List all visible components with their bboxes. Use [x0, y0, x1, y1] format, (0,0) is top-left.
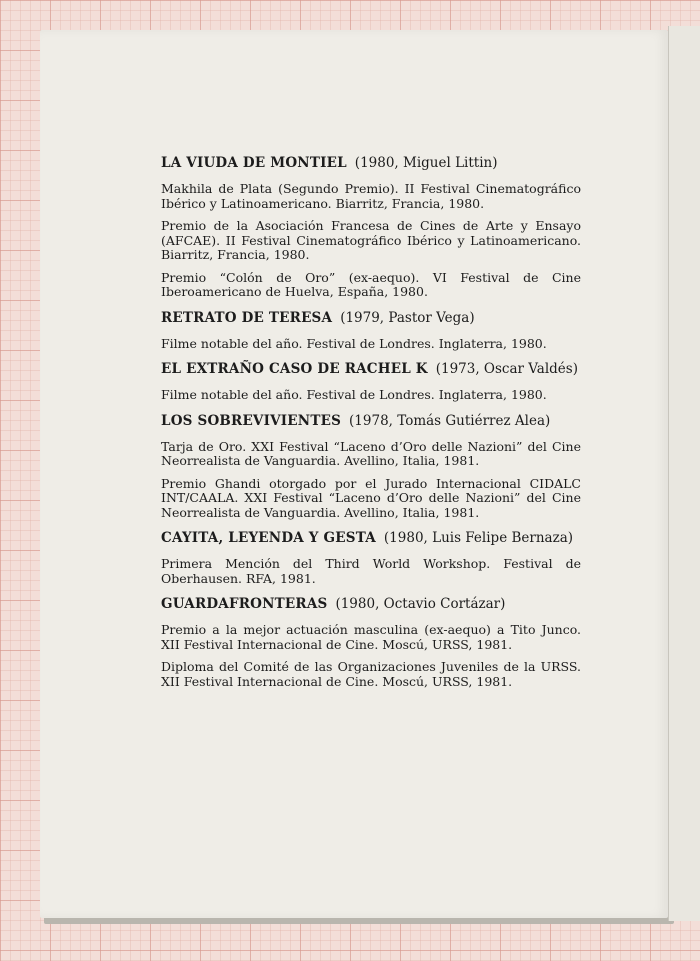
film-heading [161, 310, 581, 327]
film-section [161, 155, 581, 300]
film-section [161, 413, 581, 521]
film-meta: (1980, Octavio Cortázar) [335, 596, 506, 612]
awards-list [161, 155, 581, 699]
award-entry: Makhila de Plata (Segundo Premio). II Festival Cinematográfico Ibérico y Latinoamericano. Biarritz, Francia, 1980. [161, 181, 581, 211]
film-title: LOS SOBREVIVIENTES [161, 412, 342, 429]
film-heading [161, 155, 581, 172]
film-section [161, 596, 581, 689]
film-meta: (1980, Miguel Littin) [354, 155, 498, 171]
film-title: EL EXTRAÑO CASO DE RACHEL K [161, 361, 428, 377]
film-heading [161, 530, 581, 547]
film-meta: (1973, Oscar Valdés) [435, 361, 578, 377]
film-section [161, 310, 581, 352]
film-heading [161, 361, 581, 378]
film-title: GUARDAFRONTERAS [161, 596, 328, 612]
film-heading [161, 413, 581, 430]
film-section [161, 361, 581, 403]
film-title: CAYITA, LEYENDA Y GESTA [161, 530, 376, 546]
film-meta: (1978, Tomás Gutiérrez Alea) [349, 412, 551, 429]
award-entry: Filme notable del año. Festival de Londres. Inglaterra, 1980. [161, 387, 547, 402]
award-entry: Premio “Colón de Oro” (ex-aequo). VI Festival de Cine Iberoamericano de Huelva, España, 1980. [161, 269, 581, 299]
film-heading [161, 596, 581, 613]
film-meta: (1980, Luis Felipe Bernaza) [383, 530, 574, 546]
film-meta: (1979, Pastor Vega) [340, 309, 475, 326]
award-entry: Primera Mención del Third World Workshop. Festival de Oberhausen. RFA, 1981. [161, 556, 581, 586]
award-entry: Premio a la mejor actuación masculina (ex-aequo) a Tito Junco. XII Festival Internacional de Cine. Moscú, URSS, 1981. [161, 622, 581, 652]
award-entry: Tarja de Oro. XXI Festival “Laceno d’Oro delle Nazioni” del Cine Neorrealista de Vanguardia. Avellino, Italia, 1981. [161, 438, 581, 468]
award-entry: Premio Ghandi otorgado por el Jurado Internacional CIDALC INT/CAALA. XXI Festival “Laceno d’Oro delle Nazioni” del Cine Neorrealista de Vanguardia. Avellino, Italia, 1981. [161, 475, 581, 520]
film-title: RETRATO DE TERESA [161, 309, 333, 326]
award-entry: Filme notable del año. Festival de Londres. Inglaterra, 1980. [161, 335, 547, 351]
award-entry: Diploma del Comité de las Organizaciones Juveniles de la URSS. XII Festival Internacional de Cine. Moscú, URSS, 1981. [161, 659, 581, 689]
award-entry: Premio de la Asociación Francesa de Cines de Arte y Ensayo (AFCAE). II Festival Cinematográfico Ibérico y Latinoamericano. Biarritz, Francia, 1980. [161, 218, 581, 262]
film-section [161, 530, 581, 586]
facing-page-edge [668, 26, 700, 921]
film-title: LA VIUDA DE MONTIEL [161, 155, 347, 171]
